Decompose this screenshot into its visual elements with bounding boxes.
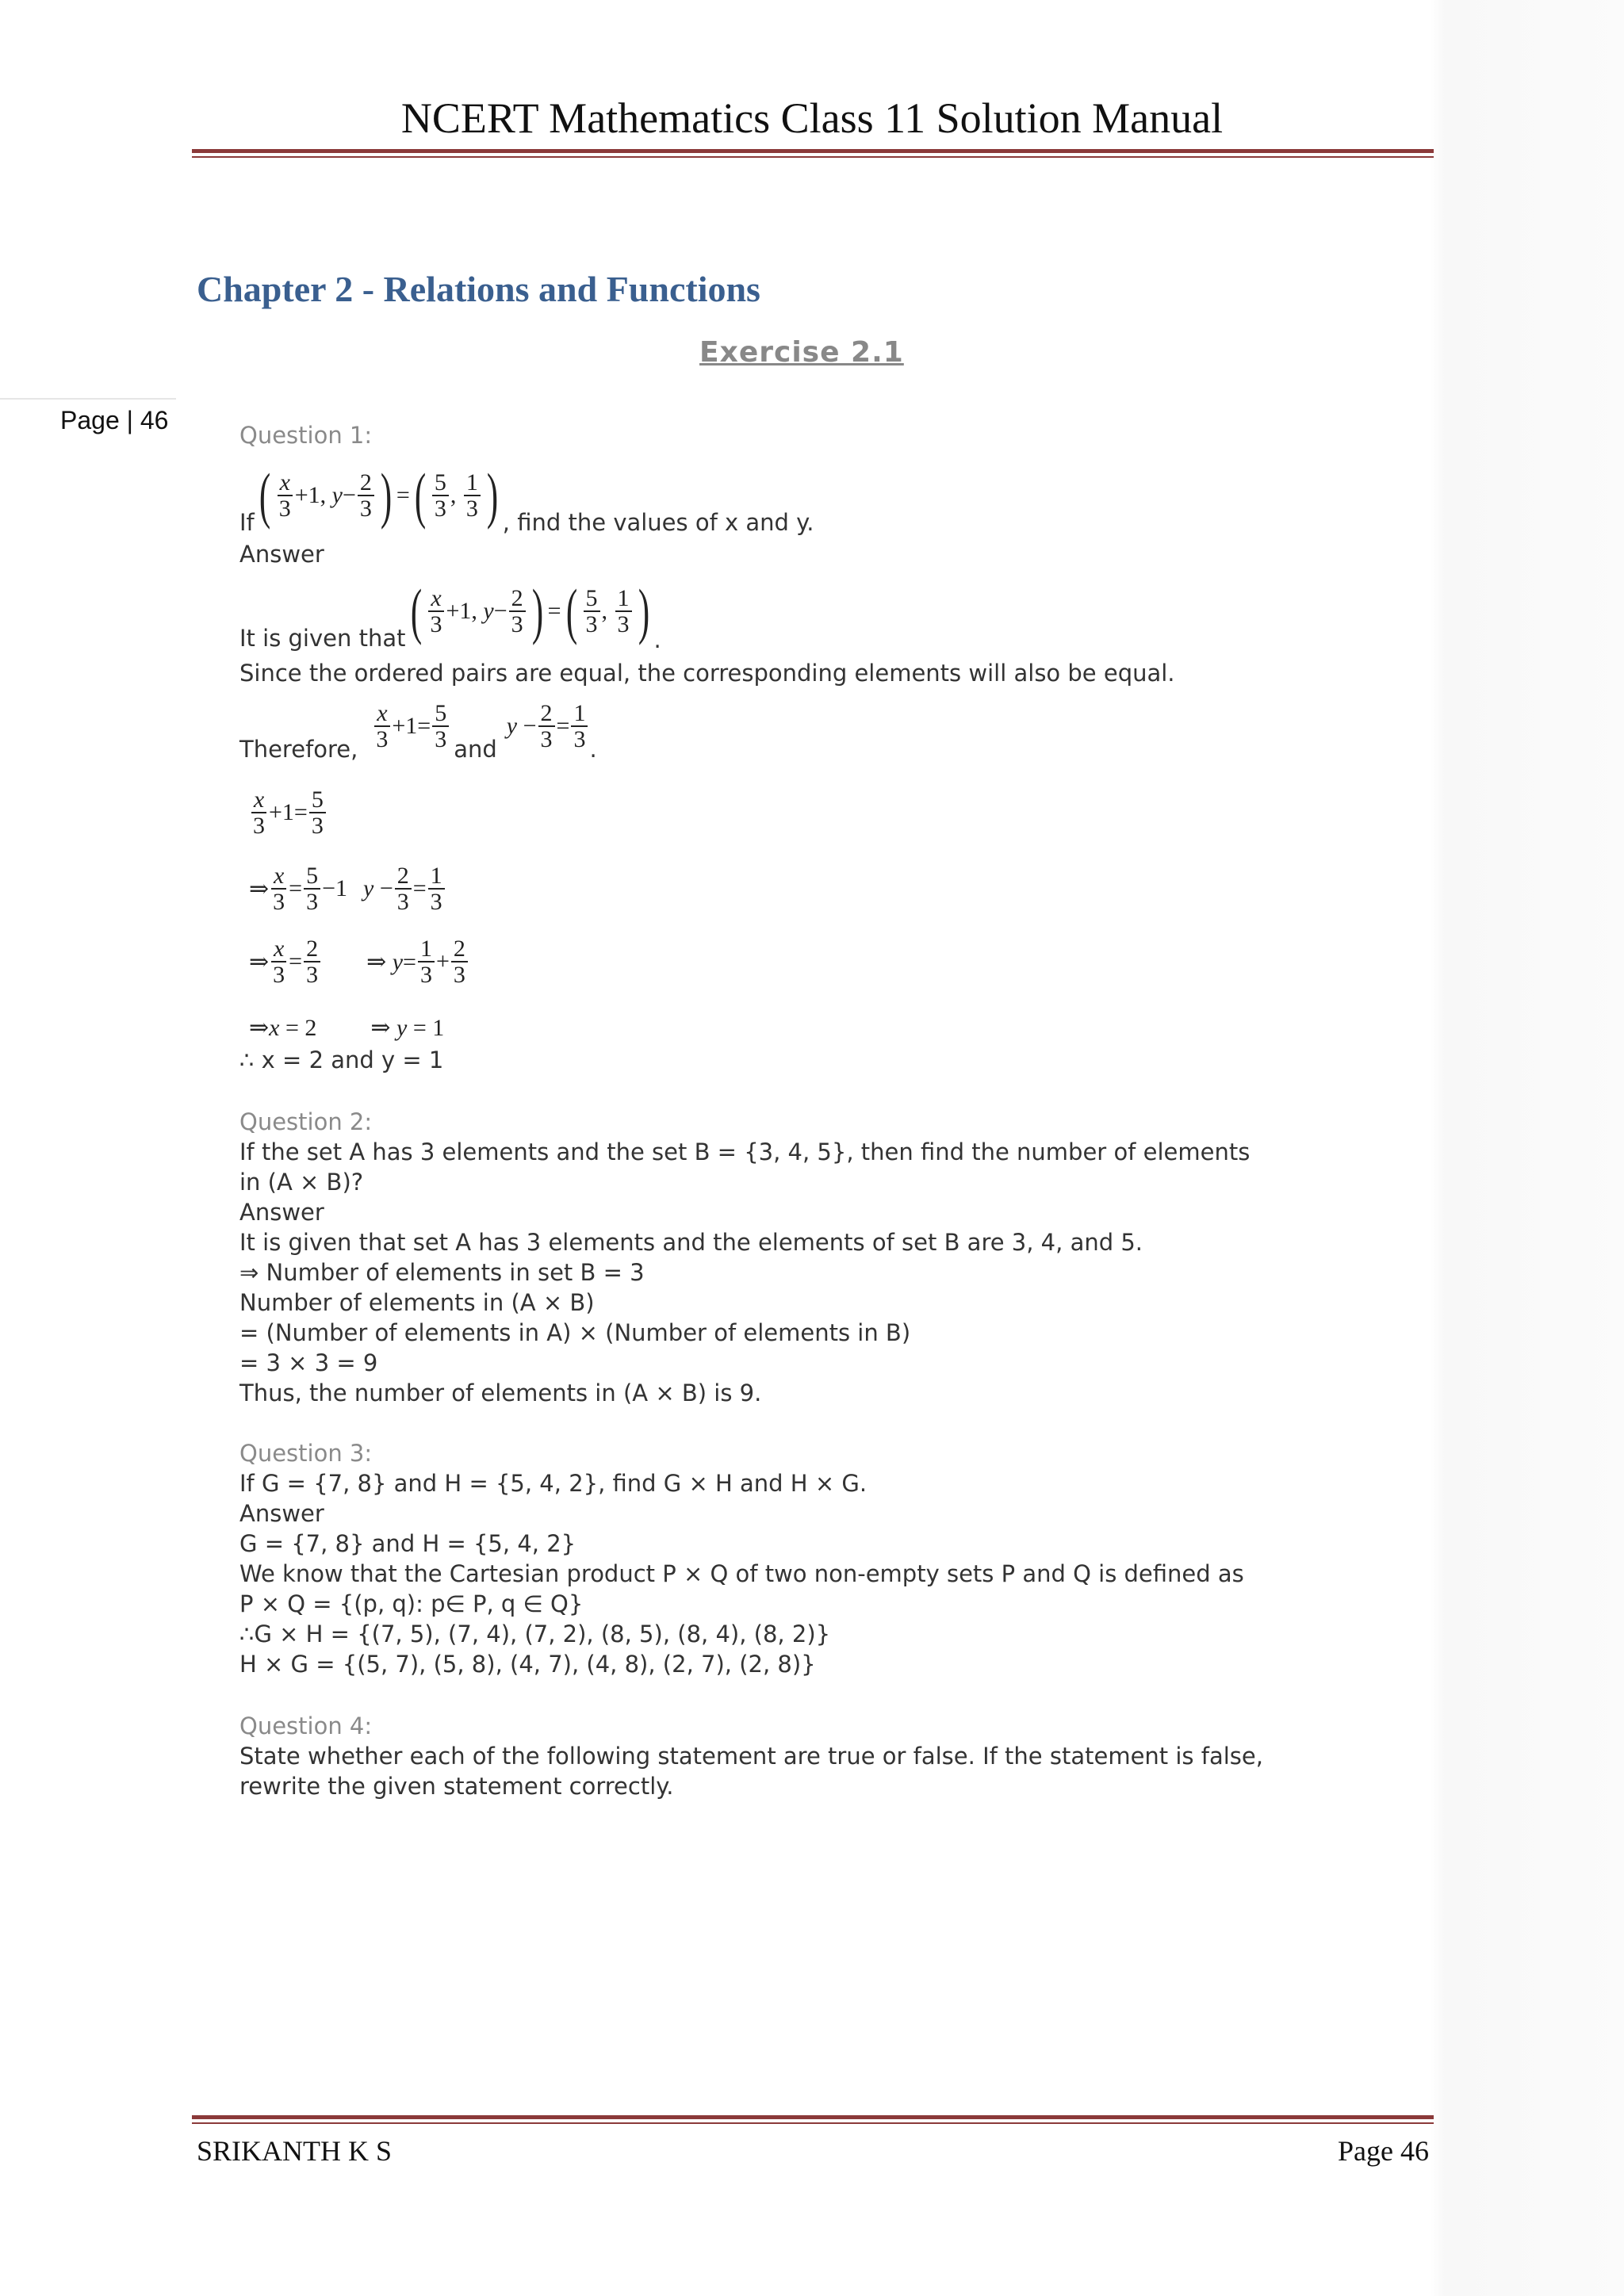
q1-label: Question 1: xyxy=(239,422,373,449)
q3-line: We know that the Cartesian product P × Q of two non-empty sets P and Q is defined as xyxy=(239,1560,1244,1587)
q1-find-text: , find the values of x and y. xyxy=(502,509,814,536)
q2-line: in (A × B)? xyxy=(239,1169,364,1196)
q1-therefore-word: Therefore, xyxy=(239,736,358,763)
q1-conclusion: ∴ x = 2 and y = 1 xyxy=(239,1047,444,1073)
q2-line: ⇒ Number of elements in set B = 3 xyxy=(239,1259,645,1286)
q3-line: ∴G × H = {(7, 5), (7, 4), (7, 2), (8, 5), (8, 4), (8, 2)} xyxy=(239,1621,831,1647)
footer-author: SRIKANTH K S xyxy=(197,2135,393,2167)
q3-answer-label: Answer xyxy=(239,1500,324,1527)
q1-if-word: If xyxy=(239,509,255,536)
q1-step3: ⇒ $\frac{x}{3}$ = $\frac{2}{3}$ ⇒ y= $\frac{1}{3}$ + $\frac{2}{3}$ xyxy=(249,926,469,997)
header-title: NCERT Mathematics Class 11 Solution Manual xyxy=(400,94,1224,142)
q1-given-equation: ( $\frac{x}{3}$ +1, y − $\frac{2}{3}$ ) = ( $\frac{5}{3}$ , $\frac{1}{3}$ ) xyxy=(410,576,649,645)
footer-page-number: Page 46 xyxy=(1338,2135,1429,2167)
margin-divider xyxy=(0,398,176,400)
q2-line: It is given that set A has 3 elements and the elements of set B are 3, 4, and 5. xyxy=(239,1229,1143,1256)
margin-page-label: Page | 46 xyxy=(60,406,169,434)
q2-body xyxy=(239,1137,1250,1408)
q1-given-text: It is given that xyxy=(239,625,406,652)
q2-line: Thus, the number of elements in (A × B) is 9. xyxy=(239,1380,762,1406)
q1-given: It is given that ( $\frac{x}{3}$ +1, y − $\frac{2}{3}$ ) = ( $\frac{5}{3}$ , $\frac{1}{3}$ ) . xyxy=(239,576,661,653)
q1-therefore: Therefore, $\frac{x}{3}$ +1= $\frac{5}{3}$ and y − $\frac{2}{3}$ = $\frac{1}{3}$ . xyxy=(239,699,597,763)
q3-line: G = {7, 8} and H = {5, 4, 2} xyxy=(239,1530,576,1557)
q4-label: Question 4: xyxy=(239,1712,373,1739)
q2-answer-label: Answer xyxy=(239,1199,324,1226)
footer-rule xyxy=(192,2115,1434,2119)
header-rule xyxy=(192,149,1434,153)
q3-line: H × G = {(5, 7), (5, 8), (4, 7), (4, 8), (2, 7), (2, 8)} xyxy=(239,1651,816,1678)
q1-since-text: Since the ordered pairs are equal, the corresponding elements will also be equal. xyxy=(239,660,1175,687)
q4-line: State whether each of the following statement are true or false. If the statement is false, xyxy=(239,1743,1263,1770)
q1-step2: ⇒ $\frac{x}{3}$ = $\frac{5}{3}$ −1 y − $\frac{2}{3}$ = $\frac{1}{3}$ xyxy=(249,853,446,924)
page-edge-shadow xyxy=(1430,0,1624,2296)
q1-answer-label: Answer xyxy=(239,541,324,568)
q4-body xyxy=(239,1741,1263,1801)
q2-line: = 3 × 3 = 9 xyxy=(239,1349,378,1376)
q4-line: rewrite the given statement correctly. xyxy=(239,1773,674,1800)
chapter-title: Chapter 2 - Relations and Functions xyxy=(197,269,760,309)
q3-body xyxy=(239,1468,1244,1679)
q2-label: Question 2: xyxy=(239,1108,373,1135)
q2-line: = (Number of elements in A) × (Number of elements in B) xyxy=(239,1319,911,1346)
q3-line: If G = {7, 8} and H = {5, 4, 2}, find G × H and H × G. xyxy=(239,1470,868,1497)
q1-step1: $\frac{x}{3}$ +1= $\frac{5}{3}$ xyxy=(249,777,327,848)
footer-rule-thin xyxy=(192,2122,1434,2124)
q3-line: P × Q = {(p, q): p∈ P, q ∈ Q} xyxy=(239,1590,584,1617)
q1-statement xyxy=(239,452,814,539)
header-rule-thin xyxy=(192,156,1434,158)
q2-line: If the set A has 3 elements and the set B = {3, 4, 5}, then find the number of elements xyxy=(239,1138,1251,1165)
q2-line: Number of elements in (A × B) xyxy=(239,1289,595,1316)
q3-label: Question 3: xyxy=(239,1440,373,1467)
exercise-title: Exercise 2.1 xyxy=(699,336,904,369)
q1-equation: ( $\frac{x}{3}$ +1, y − $\frac{2}{3}$ ) = ( $\frac{5}{3}$ , $\frac{1}{3}$ ) xyxy=(259,461,498,530)
q1-and-word: and xyxy=(454,736,497,763)
q1-step4: ⇒x = 2 ⇒ y = 1 xyxy=(249,1014,445,1041)
